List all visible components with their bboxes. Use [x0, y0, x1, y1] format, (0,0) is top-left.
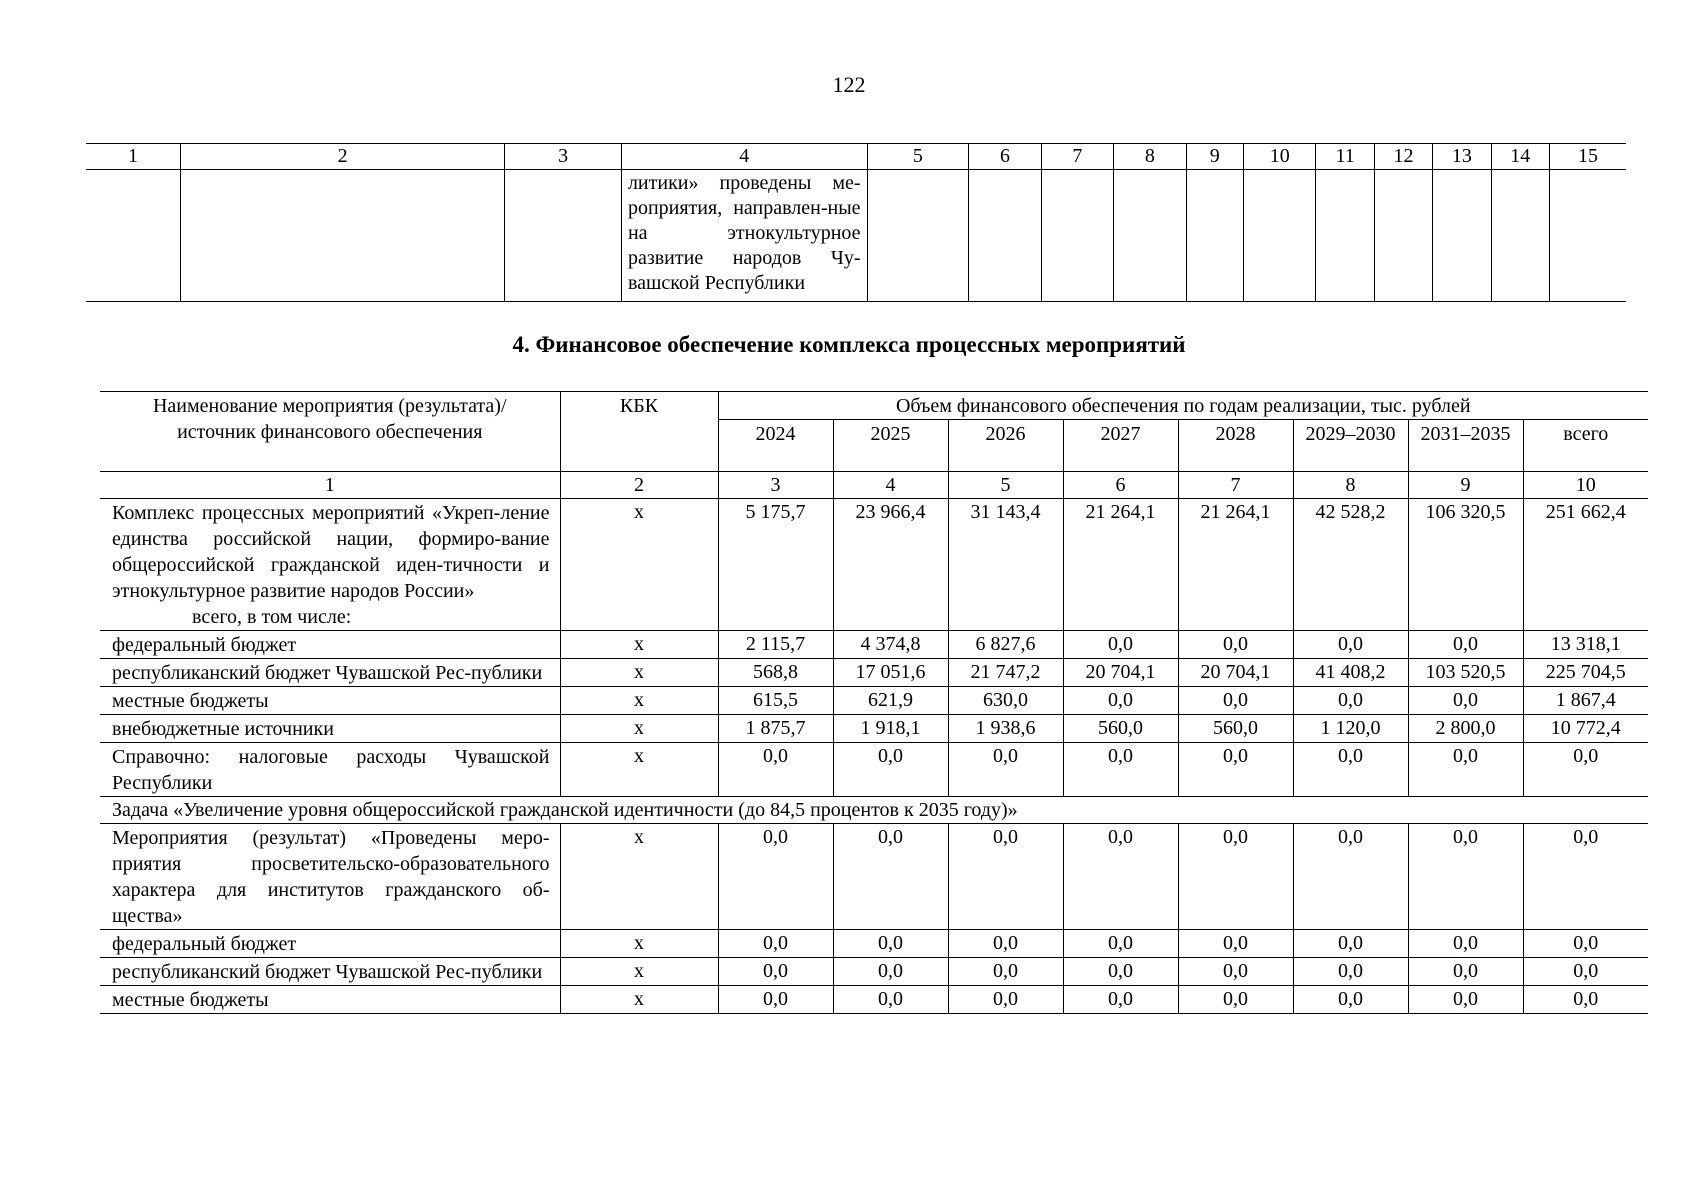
- value-cell: 21 747,2: [948, 659, 1063, 687]
- kbk-cell: х: [560, 986, 718, 1014]
- value-cell: 0,0: [1293, 631, 1408, 659]
- column-number: 1: [86, 144, 181, 170]
- value-cell: 0,0: [1408, 743, 1523, 797]
- value-cell: 0,0: [1293, 930, 1408, 958]
- value-cell: 13 318,1: [1523, 631, 1648, 659]
- value-cell: 106 320,5: [1408, 499, 1523, 631]
- column-number: 11: [1316, 144, 1374, 170]
- value-cell: 1 938,6: [948, 715, 1063, 743]
- value-cell: 4 374,8: [833, 631, 948, 659]
- row-name: Мероприятия (результат) «Проведены меро-приятия просветительско-образовательного характера для институтов гражданского об-щества»: [112, 827, 550, 927]
- column-number: 8: [1114, 144, 1186, 170]
- value-cell: 0,0: [833, 958, 948, 986]
- column-number: 2: [560, 472, 718, 499]
- header-name: Наименование мероприятия (результата)/ источник финансового обеспечения: [100, 392, 560, 472]
- column-number: 5: [948, 472, 1063, 499]
- row-name-cell: [100, 499, 560, 631]
- row-name-cell: [100, 687, 560, 715]
- row-name-cell: [100, 631, 560, 659]
- row-name-cell: [100, 824, 560, 930]
- column-numbers-row: [100, 472, 1648, 499]
- kbk-cell: х: [560, 631, 718, 659]
- task-row: [100, 797, 1648, 824]
- value-cell: 615,5: [718, 687, 833, 715]
- kbk-cell: х: [560, 687, 718, 715]
- value-cell: 21 264,1: [1063, 499, 1178, 631]
- value-cell: 10 772,4: [1523, 715, 1648, 743]
- kbk-cell: х: [560, 715, 718, 743]
- value-cell: 0,0: [1063, 930, 1178, 958]
- column-number: 10: [1243, 144, 1315, 170]
- value-cell: 2 115,7: [718, 631, 833, 659]
- column-number: 6: [1063, 472, 1178, 499]
- value-cell: 0,0: [1408, 930, 1523, 958]
- value-cell: 0,0: [1523, 824, 1648, 930]
- row-name: местные бюджеты: [112, 690, 269, 712]
- value-cell: 1 918,1: [833, 715, 948, 743]
- column-number: 3: [718, 472, 833, 499]
- value-cell: 568,8: [718, 659, 833, 687]
- value-cell: 0,0: [1293, 743, 1408, 797]
- continuation-row: [86, 170, 1626, 302]
- value-cell: 560,0: [1063, 715, 1178, 743]
- continuation-header-row: [86, 144, 1626, 170]
- row-name: внебюджетные источники: [112, 718, 334, 740]
- table-row: [100, 986, 1648, 1014]
- page-number: 122: [832, 72, 866, 97]
- value-cell: 0,0: [1408, 631, 1523, 659]
- table-row: [100, 958, 1648, 986]
- header-row: [100, 392, 1648, 420]
- header-year: 2024: [718, 420, 833, 472]
- column-number: 8: [1293, 472, 1408, 499]
- row-name-cell: [100, 659, 560, 687]
- value-cell: 0,0: [948, 986, 1063, 1014]
- row-name: республиканский бюджет Чувашской Рес-публики: [112, 662, 543, 684]
- value-cell: 41 408,2: [1293, 659, 1408, 687]
- value-cell: 560,0: [1178, 715, 1293, 743]
- value-cell: 0,0: [1178, 631, 1293, 659]
- row-subtitle: всего, в том числе:: [192, 606, 352, 628]
- table-row: [100, 715, 1648, 743]
- kbk-cell: х: [560, 743, 718, 797]
- value-cell: 20 704,1: [1063, 659, 1178, 687]
- value-cell: 1 867,4: [1523, 687, 1648, 715]
- value-cell: 0,0: [1063, 687, 1178, 715]
- table-row: [100, 499, 1648, 631]
- header-year: 2031–2035: [1408, 420, 1523, 472]
- table-row: [100, 659, 1648, 687]
- value-cell: 42 528,2: [1293, 499, 1408, 631]
- value-cell: 0,0: [1178, 930, 1293, 958]
- row-name-cell: [100, 930, 560, 958]
- value-cell: 0,0: [1293, 958, 1408, 986]
- kbk-cell: х: [560, 499, 718, 631]
- column-number: 7: [1178, 472, 1293, 499]
- header-year: 2027: [1063, 420, 1178, 472]
- financing-table: [100, 391, 1648, 1014]
- continuation-table: [86, 143, 1626, 302]
- column-number: 15: [1549, 144, 1626, 170]
- value-cell: 0,0: [833, 824, 948, 930]
- value-cell: 23 966,4: [833, 499, 948, 631]
- column-number: 9: [1186, 144, 1243, 170]
- value-cell: 621,9: [833, 687, 948, 715]
- value-cell: 0,0: [1063, 986, 1178, 1014]
- value-cell: 0,0: [1293, 687, 1408, 715]
- header-year: 2026: [948, 420, 1063, 472]
- column-number: 7: [1041, 144, 1113, 170]
- value-cell: 0,0: [1408, 687, 1523, 715]
- value-cell: 630,0: [948, 687, 1063, 715]
- value-cell: 0,0: [1178, 986, 1293, 1014]
- value-cell: 0,0: [1293, 824, 1408, 930]
- value-cell: 0,0: [718, 986, 833, 1014]
- column-number: 4: [621, 144, 867, 170]
- row-name-cell: [100, 715, 560, 743]
- value-cell: 0,0: [1063, 958, 1178, 986]
- value-cell: 31 143,4: [948, 499, 1063, 631]
- column-number: 5: [867, 144, 969, 170]
- row-name: Справочно: налоговые расходы Чувашской Республики: [112, 746, 550, 794]
- kbk-cell: х: [560, 930, 718, 958]
- value-cell: 0,0: [1063, 743, 1178, 797]
- row-name: федеральный бюджет: [112, 933, 297, 955]
- value-cell: 225 704,5: [1523, 659, 1648, 687]
- table-row: [100, 930, 1648, 958]
- row-name: федеральный бюджет: [112, 634, 297, 656]
- header-year: всего: [1523, 420, 1648, 472]
- header-year: 2029–2030: [1293, 420, 1408, 472]
- column-number: 9: [1408, 472, 1523, 499]
- value-cell: 0,0: [1178, 958, 1293, 986]
- table-row: [100, 743, 1648, 797]
- row-name-cell: [100, 986, 560, 1014]
- value-cell: 2 800,0: [1408, 715, 1523, 743]
- table-row: [100, 631, 1648, 659]
- value-cell: 0,0: [948, 824, 1063, 930]
- row-name: местные бюджеты: [112, 989, 269, 1011]
- value-cell: 21 264,1: [1178, 499, 1293, 631]
- row-name-cell: [100, 958, 560, 986]
- row-name: Комплекс процессных мероприятий «Укреп-ление единства российской нации, формиро-вание общероссийской гражданской иден-тичности и этнокультурное развитие народов России»: [112, 502, 550, 602]
- value-cell: 0,0: [948, 958, 1063, 986]
- header-volume: Объем финансового обеспечения по годам реализации, тыс. рублей: [718, 392, 1648, 420]
- value-cell: 0,0: [1178, 824, 1293, 930]
- value-cell: 20 704,1: [1178, 659, 1293, 687]
- value-cell: 0,0: [1178, 743, 1293, 797]
- value-cell: 0,0: [718, 743, 833, 797]
- kbk-cell: х: [560, 659, 718, 687]
- column-number: 6: [969, 144, 1041, 170]
- row-name: республиканский бюджет Чувашской Рес-публики: [112, 961, 543, 983]
- header-year: 2028: [1178, 420, 1293, 472]
- value-cell: 0,0: [1408, 986, 1523, 1014]
- value-cell: 0,0: [833, 930, 948, 958]
- value-cell: 0,0: [833, 743, 948, 797]
- value-cell: 0,0: [718, 824, 833, 930]
- value-cell: 0,0: [1523, 958, 1648, 986]
- continuation-text: литики» проведены ме-роприятия, направлен-ные на этнокультурное развитие народов Чу-вашской Республики: [621, 170, 867, 302]
- value-cell: 0,0: [718, 930, 833, 958]
- value-cell: 0,0: [1178, 687, 1293, 715]
- value-cell: 0,0: [1408, 824, 1523, 930]
- value-cell: 0,0: [1063, 824, 1178, 930]
- value-cell: 0,0: [1408, 958, 1523, 986]
- column-number: 12: [1374, 144, 1432, 170]
- header-year: 2025: [833, 420, 948, 472]
- task-title: Задача «Увеличение уровня общероссийской гражданской идентичности (до 84,5 процентов к 2035 году)»: [100, 797, 1648, 824]
- header-kbk: КБК: [560, 392, 718, 472]
- column-number: 2: [181, 144, 505, 170]
- value-cell: 0,0: [1523, 743, 1648, 797]
- value-cell: 0,0: [1523, 930, 1648, 958]
- section-title: 4. Финансовое обеспечение комплекса процессных мероприятий: [512, 332, 1186, 357]
- kbk-cell: х: [560, 958, 718, 986]
- value-cell: 1 120,0: [1293, 715, 1408, 743]
- value-cell: 0,0: [948, 930, 1063, 958]
- value-cell: 0,0: [833, 986, 948, 1014]
- kbk-cell: х: [560, 824, 718, 930]
- value-cell: 103 520,5: [1408, 659, 1523, 687]
- value-cell: 1 875,7: [718, 715, 833, 743]
- table-row: [100, 687, 1648, 715]
- value-cell: 0,0: [1523, 986, 1648, 1014]
- column-number: 4: [833, 472, 948, 499]
- value-cell: 17 051,6: [833, 659, 948, 687]
- value-cell: 0,0: [718, 958, 833, 986]
- column-number: 14: [1491, 144, 1549, 170]
- value-cell: 0,0: [948, 743, 1063, 797]
- column-number: 13: [1433, 144, 1491, 170]
- row-name-cell: [100, 743, 560, 797]
- value-cell: 0,0: [1063, 631, 1178, 659]
- value-cell: 5 175,7: [718, 499, 833, 631]
- column-number: 3: [505, 144, 622, 170]
- column-number: 10: [1523, 472, 1648, 499]
- table-row: [100, 824, 1648, 930]
- column-number: 1: [100, 472, 560, 499]
- value-cell: 6 827,6: [948, 631, 1063, 659]
- value-cell: 251 662,4: [1523, 499, 1648, 631]
- value-cell: 0,0: [1293, 986, 1408, 1014]
